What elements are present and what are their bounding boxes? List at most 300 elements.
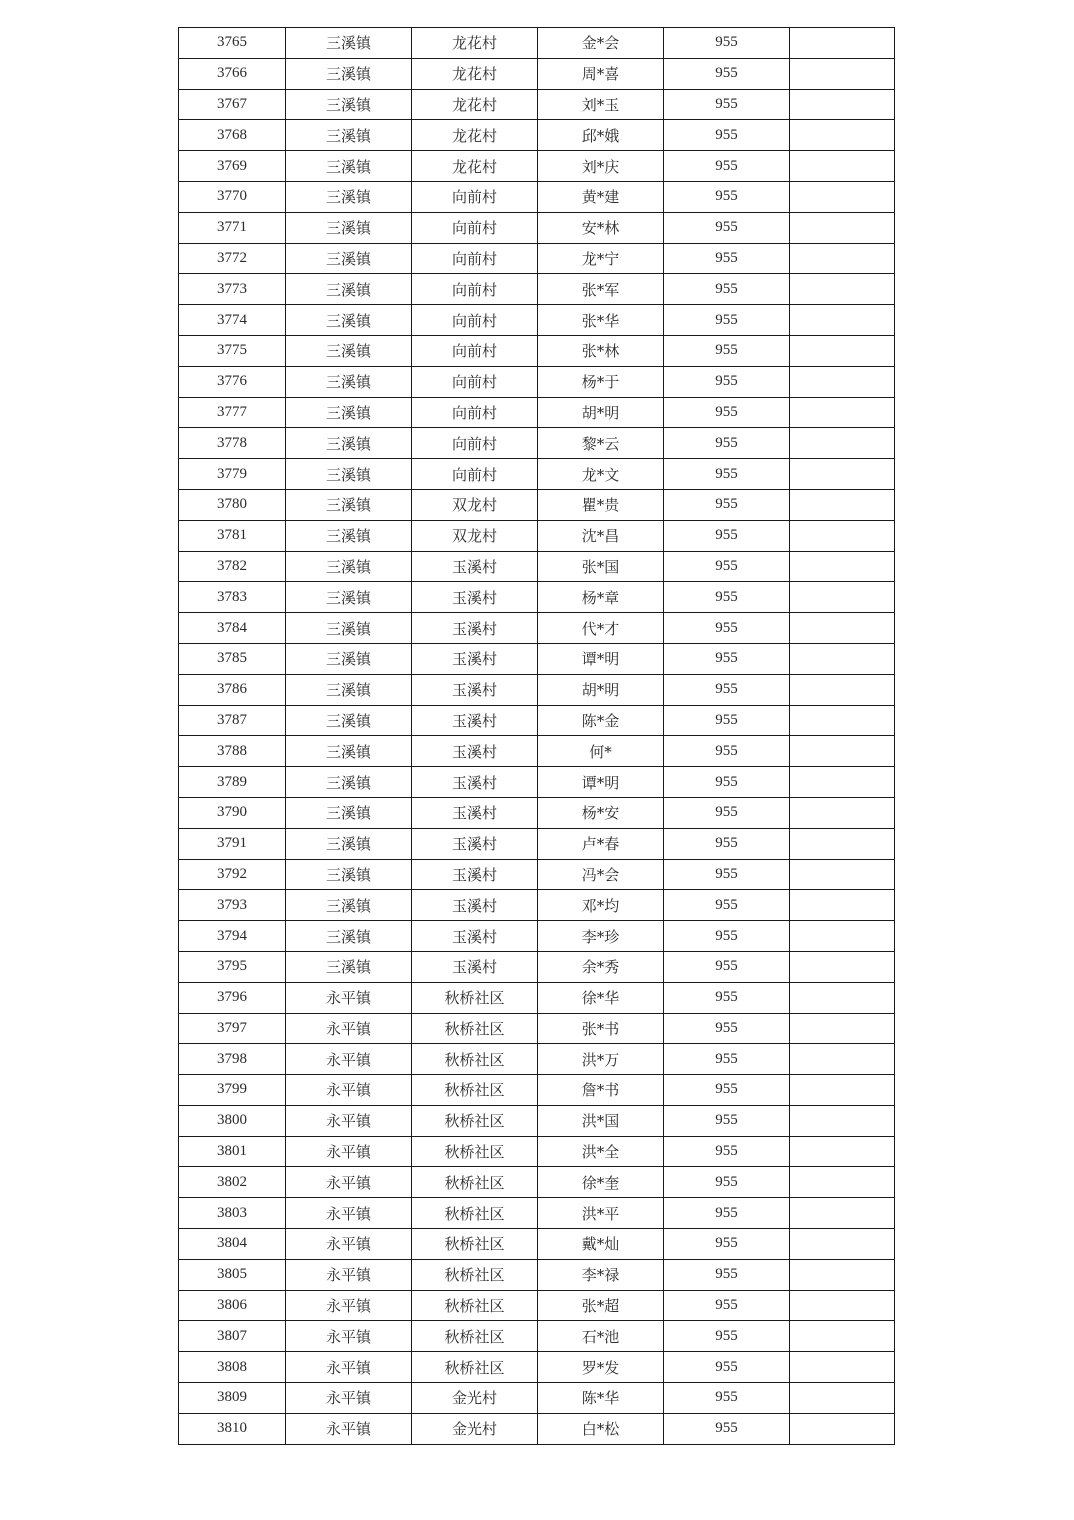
amount-cell: 955 [664, 1259, 790, 1290]
amount-cell: 955 [664, 459, 790, 490]
row-number-cell: 3798 [179, 1044, 286, 1075]
name-cell: 陈*金 [538, 705, 664, 736]
name-cell: 刘*玉 [538, 89, 664, 120]
row-number-cell: 3793 [179, 890, 286, 921]
town-cell: 永平镇 [286, 1321, 412, 1352]
row-number-cell: 3785 [179, 643, 286, 674]
amount-cell: 955 [664, 613, 790, 644]
table-row [179, 459, 895, 490]
name-cell: 刘*庆 [538, 151, 664, 182]
table-row [179, 705, 895, 736]
name-cell: 杨*于 [538, 366, 664, 397]
village-cell: 玉溪村 [412, 951, 538, 982]
name-cell: 代*才 [538, 613, 664, 644]
name-cell: 余*秀 [538, 951, 664, 982]
name-cell: 洪*万 [538, 1044, 664, 1075]
note-cell [790, 582, 895, 613]
note-cell [790, 643, 895, 674]
amount-cell: 955 [664, 58, 790, 89]
note-cell [790, 674, 895, 705]
row-number-cell: 3765 [179, 28, 286, 59]
table-row [179, 397, 895, 428]
note-cell [790, 797, 895, 828]
amount-cell: 955 [664, 366, 790, 397]
table-row [179, 89, 895, 120]
name-cell: 洪*全 [538, 1136, 664, 1167]
note-cell [790, 551, 895, 582]
name-cell: 龙*宁 [538, 243, 664, 274]
table-row [179, 274, 895, 305]
amount-cell: 955 [664, 520, 790, 551]
row-number-cell: 3777 [179, 397, 286, 428]
row-number-cell: 3799 [179, 1075, 286, 1106]
town-cell: 三溪镇 [286, 428, 412, 459]
row-number-cell: 3791 [179, 828, 286, 859]
name-cell: 徐*华 [538, 982, 664, 1013]
town-cell: 三溪镇 [286, 520, 412, 551]
note-cell [790, 1136, 895, 1167]
row-number-cell: 3810 [179, 1413, 286, 1444]
row-number-cell: 3797 [179, 1013, 286, 1044]
name-cell: 卢*春 [538, 828, 664, 859]
amount-cell: 955 [664, 551, 790, 582]
note-cell [790, 1383, 895, 1414]
village-cell: 向前村 [412, 335, 538, 366]
name-cell: 詹*书 [538, 1075, 664, 1106]
town-cell: 三溪镇 [286, 767, 412, 798]
village-cell: 龙花村 [412, 58, 538, 89]
table-row [179, 243, 895, 274]
amount-cell: 955 [664, 859, 790, 890]
amount-cell: 955 [664, 1167, 790, 1198]
amount-cell: 955 [664, 1383, 790, 1414]
village-cell: 向前村 [412, 243, 538, 274]
town-cell: 三溪镇 [286, 951, 412, 982]
village-cell: 向前村 [412, 305, 538, 336]
village-cell: 秋桥社区 [412, 1105, 538, 1136]
table-row [179, 28, 895, 59]
table-row [179, 736, 895, 767]
town-cell: 三溪镇 [286, 58, 412, 89]
amount-cell: 955 [664, 274, 790, 305]
row-number-cell: 3782 [179, 551, 286, 582]
amount-cell: 955 [664, 705, 790, 736]
note-cell [790, 1013, 895, 1044]
row-number-cell: 3788 [179, 736, 286, 767]
town-cell: 永平镇 [286, 1198, 412, 1229]
town-cell: 三溪镇 [286, 274, 412, 305]
town-cell: 永平镇 [286, 1136, 412, 1167]
name-cell: 沈*昌 [538, 520, 664, 551]
row-number-cell: 3784 [179, 613, 286, 644]
town-cell: 三溪镇 [286, 582, 412, 613]
amount-cell: 955 [664, 397, 790, 428]
table-row [179, 520, 895, 551]
table-row [179, 921, 895, 952]
village-cell: 玉溪村 [412, 705, 538, 736]
row-number-cell: 3780 [179, 489, 286, 520]
amount-cell: 955 [664, 1044, 790, 1075]
amount-cell: 955 [664, 582, 790, 613]
note-cell [790, 1167, 895, 1198]
village-cell: 秋桥社区 [412, 1290, 538, 1321]
row-number-cell: 3778 [179, 428, 286, 459]
town-cell: 永平镇 [286, 1352, 412, 1383]
amount-cell: 955 [664, 767, 790, 798]
note-cell [790, 890, 895, 921]
note-cell [790, 305, 895, 336]
name-cell: 黎*云 [538, 428, 664, 459]
row-number-cell: 3766 [179, 58, 286, 89]
note-cell [790, 212, 895, 243]
village-cell: 玉溪村 [412, 890, 538, 921]
town-cell: 永平镇 [286, 1105, 412, 1136]
row-number-cell: 3794 [179, 921, 286, 952]
amount-cell: 955 [664, 1013, 790, 1044]
town-cell: 三溪镇 [286, 151, 412, 182]
amount-cell: 955 [664, 89, 790, 120]
row-number-cell: 3770 [179, 181, 286, 212]
roster-table [178, 27, 895, 1445]
name-cell: 杨*章 [538, 582, 664, 613]
name-cell: 陈*华 [538, 1383, 664, 1414]
town-cell: 三溪镇 [286, 736, 412, 767]
table-row [179, 613, 895, 644]
town-cell: 永平镇 [286, 1044, 412, 1075]
table-row [179, 1229, 895, 1260]
table-row [179, 1290, 895, 1321]
row-number-cell: 3796 [179, 982, 286, 1013]
note-cell [790, 58, 895, 89]
note-cell [790, 120, 895, 151]
row-number-cell: 3768 [179, 120, 286, 151]
table-row [179, 1198, 895, 1229]
town-cell: 三溪镇 [286, 705, 412, 736]
row-number-cell: 3795 [179, 951, 286, 982]
name-cell: 金*会 [538, 28, 664, 59]
town-cell: 三溪镇 [286, 551, 412, 582]
town-cell: 三溪镇 [286, 335, 412, 366]
town-cell: 三溪镇 [286, 366, 412, 397]
village-cell: 向前村 [412, 274, 538, 305]
name-cell: 张*国 [538, 551, 664, 582]
amount-cell: 955 [664, 305, 790, 336]
table-row [179, 1321, 895, 1352]
amount-cell: 955 [664, 489, 790, 520]
note-cell [790, 428, 895, 459]
town-cell: 三溪镇 [286, 181, 412, 212]
row-number-cell: 3808 [179, 1352, 286, 1383]
table-row [179, 1352, 895, 1383]
amount-cell: 955 [664, 921, 790, 952]
note-cell [790, 1321, 895, 1352]
village-cell: 向前村 [412, 212, 538, 243]
name-cell: 邓*均 [538, 890, 664, 921]
row-number-cell: 3806 [179, 1290, 286, 1321]
name-cell: 戴*灿 [538, 1229, 664, 1260]
village-cell: 秋桥社区 [412, 1198, 538, 1229]
row-number-cell: 3779 [179, 459, 286, 490]
village-cell: 玉溪村 [412, 551, 538, 582]
table-row [179, 1383, 895, 1414]
town-cell: 三溪镇 [286, 243, 412, 274]
amount-cell: 955 [664, 1105, 790, 1136]
note-cell [790, 921, 895, 952]
note-cell [790, 1413, 895, 1444]
amount-cell: 955 [664, 120, 790, 151]
note-cell [790, 366, 895, 397]
name-cell: 安*林 [538, 212, 664, 243]
amount-cell: 955 [664, 335, 790, 366]
name-cell: 瞿*贵 [538, 489, 664, 520]
name-cell: 张*华 [538, 305, 664, 336]
village-cell: 双龙村 [412, 489, 538, 520]
table-row [179, 582, 895, 613]
village-cell: 金光村 [412, 1383, 538, 1414]
note-cell [790, 951, 895, 982]
amount-cell: 955 [664, 1229, 790, 1260]
table-row [179, 1167, 895, 1198]
row-number-cell: 3773 [179, 274, 286, 305]
town-cell: 三溪镇 [286, 89, 412, 120]
town-cell: 三溪镇 [286, 859, 412, 890]
note-cell [790, 613, 895, 644]
town-cell: 三溪镇 [286, 613, 412, 644]
village-cell: 龙花村 [412, 89, 538, 120]
town-cell: 三溪镇 [286, 305, 412, 336]
town-cell: 三溪镇 [286, 397, 412, 428]
table-row [179, 1013, 895, 1044]
note-cell [790, 1044, 895, 1075]
row-number-cell: 3774 [179, 305, 286, 336]
row-number-cell: 3769 [179, 151, 286, 182]
town-cell: 三溪镇 [286, 797, 412, 828]
village-cell: 龙花村 [412, 28, 538, 59]
note-cell [790, 489, 895, 520]
town-cell: 永平镇 [286, 1259, 412, 1290]
name-cell: 石*池 [538, 1321, 664, 1352]
amount-cell: 955 [664, 151, 790, 182]
row-number-cell: 3801 [179, 1136, 286, 1167]
village-cell: 秋桥社区 [412, 1352, 538, 1383]
town-cell: 三溪镇 [286, 28, 412, 59]
village-cell: 向前村 [412, 428, 538, 459]
village-cell: 秋桥社区 [412, 1259, 538, 1290]
amount-cell: 955 [664, 28, 790, 59]
name-cell: 李*禄 [538, 1259, 664, 1290]
row-number-cell: 3804 [179, 1229, 286, 1260]
note-cell [790, 459, 895, 490]
town-cell: 三溪镇 [286, 120, 412, 151]
row-number-cell: 3790 [179, 797, 286, 828]
name-cell: 徐*奎 [538, 1167, 664, 1198]
town-cell: 永平镇 [286, 1167, 412, 1198]
name-cell: 谭*明 [538, 767, 664, 798]
table-row [179, 951, 895, 982]
note-cell [790, 181, 895, 212]
row-number-cell: 3781 [179, 520, 286, 551]
town-cell: 永平镇 [286, 982, 412, 1013]
note-cell [790, 335, 895, 366]
name-cell: 罗*发 [538, 1352, 664, 1383]
table-row [179, 1105, 895, 1136]
village-cell: 玉溪村 [412, 797, 538, 828]
row-number-cell: 3805 [179, 1259, 286, 1290]
village-cell: 龙花村 [412, 151, 538, 182]
village-cell: 玉溪村 [412, 767, 538, 798]
row-number-cell: 3792 [179, 859, 286, 890]
note-cell [790, 982, 895, 1013]
name-cell: 白*松 [538, 1413, 664, 1444]
village-cell: 秋桥社区 [412, 1075, 538, 1106]
village-cell: 向前村 [412, 366, 538, 397]
village-cell: 秋桥社区 [412, 1044, 538, 1075]
name-cell: 龙*文 [538, 459, 664, 490]
name-cell: 杨*安 [538, 797, 664, 828]
village-cell: 玉溪村 [412, 859, 538, 890]
name-cell: 胡*明 [538, 674, 664, 705]
note-cell [790, 705, 895, 736]
name-cell: 胡*明 [538, 397, 664, 428]
row-number-cell: 3775 [179, 335, 286, 366]
table-row [179, 120, 895, 151]
note-cell [790, 1198, 895, 1229]
name-cell: 洪*国 [538, 1105, 664, 1136]
row-number-cell: 3776 [179, 366, 286, 397]
row-number-cell: 3789 [179, 767, 286, 798]
town-cell: 三溪镇 [286, 674, 412, 705]
note-cell [790, 1075, 895, 1106]
row-number-cell: 3786 [179, 674, 286, 705]
village-cell: 向前村 [412, 459, 538, 490]
row-number-cell: 3807 [179, 1321, 286, 1352]
name-cell: 李*珍 [538, 921, 664, 952]
village-cell: 玉溪村 [412, 736, 538, 767]
row-number-cell: 3800 [179, 1105, 286, 1136]
row-number-cell: 3802 [179, 1167, 286, 1198]
village-cell: 秋桥社区 [412, 1321, 538, 1352]
note-cell [790, 28, 895, 59]
table-row [179, 1413, 895, 1444]
table-row [179, 58, 895, 89]
amount-cell: 955 [664, 243, 790, 274]
amount-cell: 955 [664, 212, 790, 243]
village-cell: 秋桥社区 [412, 1229, 538, 1260]
name-cell: 何* [538, 736, 664, 767]
amount-cell: 955 [664, 1290, 790, 1321]
table-row [179, 1075, 895, 1106]
note-cell [790, 1105, 895, 1136]
table-row [179, 674, 895, 705]
table-row [179, 551, 895, 582]
town-cell: 永平镇 [286, 1013, 412, 1044]
name-cell: 张*书 [538, 1013, 664, 1044]
note-cell [790, 1352, 895, 1383]
row-number-cell: 3771 [179, 212, 286, 243]
note-cell [790, 274, 895, 305]
village-cell: 向前村 [412, 181, 538, 212]
table-row [179, 489, 895, 520]
village-cell: 秋桥社区 [412, 1136, 538, 1167]
village-cell: 向前村 [412, 397, 538, 428]
row-number-cell: 3772 [179, 243, 286, 274]
amount-cell: 955 [664, 674, 790, 705]
note-cell [790, 767, 895, 798]
name-cell: 洪*平 [538, 1198, 664, 1229]
note-cell [790, 828, 895, 859]
table-row [179, 428, 895, 459]
table-row [179, 1044, 895, 1075]
town-cell: 永平镇 [286, 1229, 412, 1260]
name-cell: 黄*建 [538, 181, 664, 212]
amount-cell: 955 [664, 181, 790, 212]
row-number-cell: 3787 [179, 705, 286, 736]
village-cell: 金光村 [412, 1413, 538, 1444]
note-cell [790, 243, 895, 274]
table-row [179, 643, 895, 674]
row-number-cell: 3803 [179, 1198, 286, 1229]
village-cell: 龙花村 [412, 120, 538, 151]
amount-cell: 955 [664, 951, 790, 982]
village-cell: 玉溪村 [412, 921, 538, 952]
row-number-cell: 3783 [179, 582, 286, 613]
amount-cell: 955 [664, 1136, 790, 1167]
amount-cell: 955 [664, 1321, 790, 1352]
village-cell: 玉溪村 [412, 828, 538, 859]
table-row [179, 305, 895, 336]
table-row [179, 890, 895, 921]
village-cell: 秋桥社区 [412, 982, 538, 1013]
name-cell: 谭*明 [538, 643, 664, 674]
note-cell [790, 89, 895, 120]
town-cell: 永平镇 [286, 1413, 412, 1444]
amount-cell: 955 [664, 1413, 790, 1444]
table-row [179, 828, 895, 859]
table-row [179, 1259, 895, 1290]
town-cell: 三溪镇 [286, 212, 412, 243]
table-row [179, 797, 895, 828]
town-cell: 三溪镇 [286, 489, 412, 520]
village-cell: 秋桥社区 [412, 1167, 538, 1198]
village-cell: 玉溪村 [412, 674, 538, 705]
amount-cell: 955 [664, 797, 790, 828]
amount-cell: 955 [664, 643, 790, 674]
amount-cell: 955 [664, 890, 790, 921]
village-cell: 双龙村 [412, 520, 538, 551]
village-cell: 玉溪村 [412, 582, 538, 613]
name-cell: 张*林 [538, 335, 664, 366]
town-cell: 永平镇 [286, 1383, 412, 1414]
row-number-cell: 3809 [179, 1383, 286, 1414]
table-row [179, 181, 895, 212]
name-cell: 张*超 [538, 1290, 664, 1321]
table-row [179, 335, 895, 366]
village-cell: 玉溪村 [412, 643, 538, 674]
amount-cell: 955 [664, 428, 790, 459]
village-cell: 秋桥社区 [412, 1013, 538, 1044]
town-cell: 三溪镇 [286, 890, 412, 921]
roster-table-body [179, 28, 895, 1445]
table-row [179, 1136, 895, 1167]
town-cell: 三溪镇 [286, 643, 412, 674]
row-number-cell: 3767 [179, 89, 286, 120]
amount-cell: 955 [664, 1352, 790, 1383]
amount-cell: 955 [664, 828, 790, 859]
note-cell [790, 151, 895, 182]
name-cell: 冯*会 [538, 859, 664, 890]
amount-cell: 955 [664, 982, 790, 1013]
name-cell: 周*喜 [538, 58, 664, 89]
